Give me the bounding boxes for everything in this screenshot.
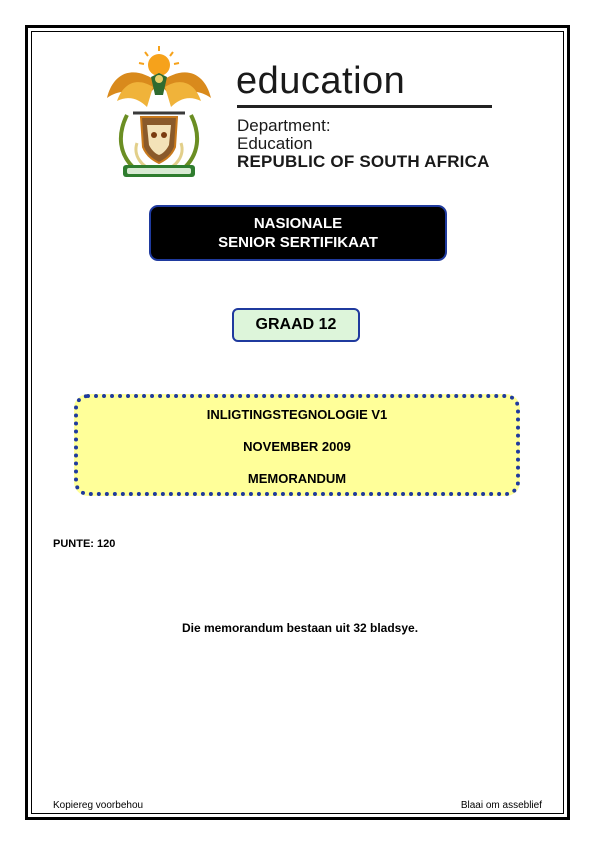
turn-page-footer: Blaai om asseblief — [460, 800, 542, 811]
coat-of-arms-icon — [103, 43, 215, 183]
country-name: REPUBLIC OF SOUTH AFRICA — [237, 152, 490, 171]
exam-date: NOVEMBER 2009 — [243, 439, 351, 454]
copyright-footer: Kopiereg voorbehou — [53, 800, 144, 811]
department-name: Education — [237, 134, 313, 153]
subject-title: INLIGTINGSTEGNOLOGIE V1 — [206, 407, 388, 422]
subject-panel — [74, 394, 520, 496]
certificate-line1: NASIONALE — [253, 215, 343, 232]
grade-badge: GRAAD 12 — [232, 308, 360, 342]
certificate-banner — [149, 205, 447, 261]
brand-wordmark: education — [236, 60, 406, 102]
total-marks: PUNTE: 120 — [53, 538, 116, 550]
certificate-line2: SENIOR SERTIFIKAAT — [218, 234, 378, 251]
document-type: MEMORANDUM — [247, 471, 347, 486]
page-count-note: Die memorandum bestaan uit 32 bladsye. — [181, 621, 419, 635]
brand-divider — [237, 105, 492, 108]
department-label: Department: — [237, 116, 331, 135]
